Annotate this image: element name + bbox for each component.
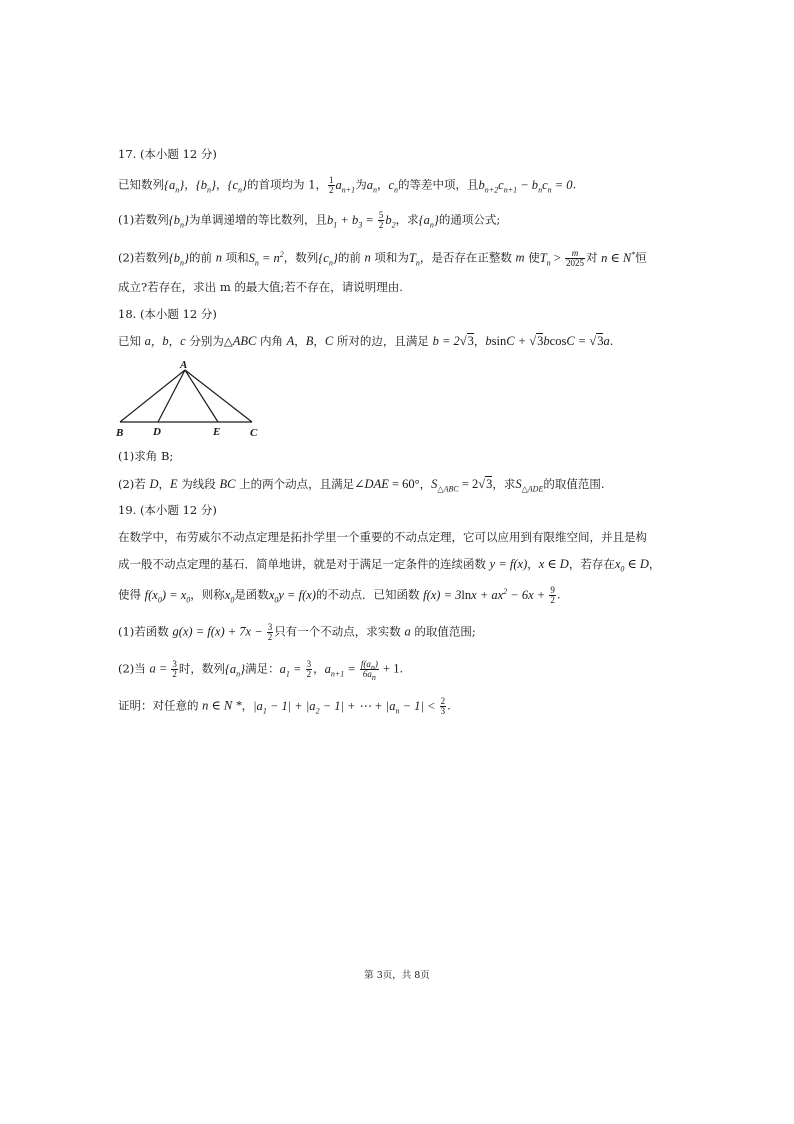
q18-part1: (1)求角 B; bbox=[118, 449, 174, 463]
q17-part2-cont: 成立?若存在，求出 m 的最大值;若不存在，请说明理由. bbox=[118, 280, 403, 294]
segment-ae bbox=[185, 370, 218, 422]
q19-line1: 在数学中，布劳威尔不动点定理是拓扑学里一个重要的不动点定理，它可以应用到有限维空间，并且是构 bbox=[118, 530, 647, 544]
q17-header: 17. (本小题 12 分) bbox=[118, 147, 217, 161]
q19-header: 19. (本小题 12 分) bbox=[118, 503, 217, 517]
q18-stem: 已知 a，b，c 分别为△ABC 内角 A，B，C 所对的边，且满足 b = 2√3，bsinC + √3bcosC = √3a. bbox=[118, 334, 614, 348]
label-b: B bbox=[116, 427, 124, 439]
label-e: E bbox=[213, 426, 221, 438]
label-d: D bbox=[153, 426, 161, 438]
q19-part1: (1)若函数 g(x) = f(x) + 7x − $\frac{3}{2}$ 只有一个不动点，求实数 a 的取值范围; bbox=[118, 622, 476, 642]
q19-line2: 成一般不动点定理的基石．简单地讲，就是对于满足一定条件的连续函数 y = f(x)，x ∈ D，若存在$x_0$ ∈ D， bbox=[118, 557, 661, 574]
side-ac bbox=[185, 370, 252, 422]
triangle-figure bbox=[112, 358, 272, 440]
q17-part2: (2)若数列$\{b_n\}$的前 n 项和$S_n = n^2$，数列$\{c_n\}$的前 n 项和为$T_n$，是否存在正整数 m 使$T_n$ > $\frac{m}{2025}$ 对 n ∈ N*恒 bbox=[118, 248, 647, 268]
page-footer: 第 3页，共 8页 bbox=[364, 970, 430, 981]
q19-line3: 使得 $f(x_0) = x_0$，则称$x_0$是函数$x_0y = f(x)$的不动点．已知函数 $f(x) = 3\ln x + ax^2 - 6x$ + $\frac{9}{2}$ . bbox=[118, 585, 561, 605]
q19-proof: 证明：对任意的 n ∈ N *，$|a_1 - 1| + |a_2 - 1|$ + ⋯ + $|a_n - 1|$ < $\frac{2}{3}$ . bbox=[118, 696, 451, 716]
q17-part1: (1)若数列$\{b_n\}$为单调递增的等比数列，且$b_1 + b_3$ = $\frac{5}{2}$ $b_2$，求$\{a_n\}$的通项公式; bbox=[118, 210, 501, 230]
q19-part2: (2)当 a = $\frac{3}{2}$ 时，数列$\{a_n\}$满足：$a_1$ = $\frac{3}{2}$ ，$a_{n+1}$ = $\frac{f(a_n)}{6a_n}$ + 1. bbox=[118, 659, 404, 682]
q18-header: 18. (本小题 12 分) bbox=[118, 307, 217, 321]
label-c: C bbox=[250, 427, 258, 439]
side-ab bbox=[120, 370, 185, 422]
label-a: A bbox=[180, 359, 188, 371]
segment-ad bbox=[158, 370, 185, 422]
q18-part2: (2)若 D，E 为线段 BC 上的两个动点，且满足∠DAE = 60°，$S_{\triangle ABC} = 2√3$，求$S_{\triangle ADE}$的取值范围. bbox=[118, 477, 605, 494]
q17-stem: 已知数列$\{a_n\}$，$\{b_n\}$，$\{c_n\}$的首项均为 1， $\frac{1}{2}$ $a_{n+1}$为$a_n$，$c_n$的等差中项，且$b_{n+2}c_{n+1} - b_nc_n = 0$. bbox=[118, 175, 577, 195]
